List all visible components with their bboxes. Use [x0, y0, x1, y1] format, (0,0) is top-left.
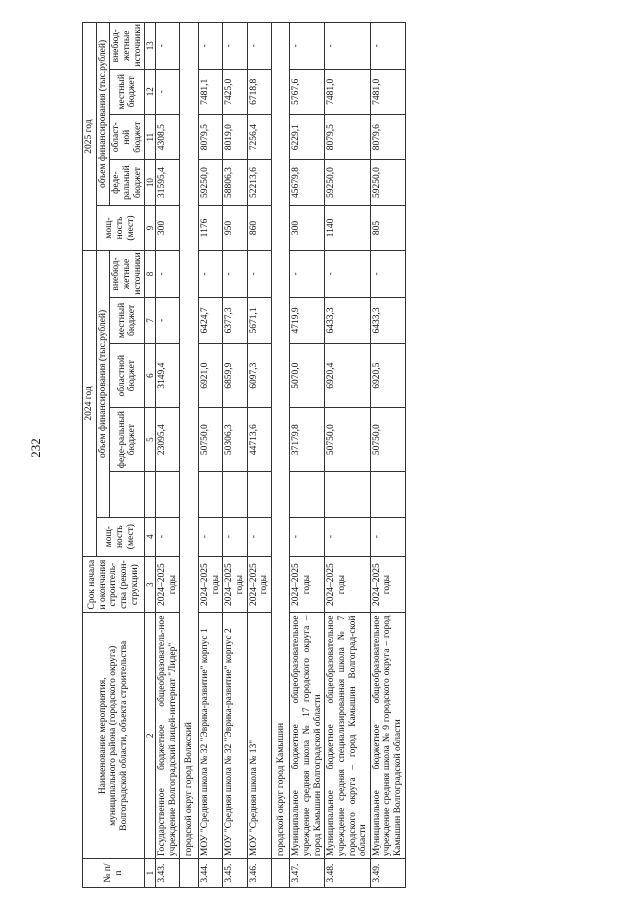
federal-2024-value: 50750,0: [199, 408, 223, 472]
construction-funding-table: [82, 22, 406, 888]
regional-2025-value: 7256,4: [247, 114, 271, 159]
capacity-2024-value: -: [290, 517, 325, 556]
extrabudget-2025-value: -: [199, 23, 223, 70]
row-number: 3.44.: [199, 859, 223, 888]
capacity-2025-value: 300: [156, 205, 180, 250]
construction-term: 2024–2025 годы: [223, 556, 247, 613]
regional-2024-value: 6920,4: [325, 344, 371, 408]
header-name-line1: Наименование мероприятия,: [97, 677, 108, 795]
federal-2025-value: 59250,0: [325, 160, 371, 205]
column-number-cell: 10: [145, 160, 156, 205]
regional-2025-value: 8079,6: [370, 114, 405, 159]
capacity-2024-value: -: [247, 517, 271, 556]
header-local-2025: местный бюджет: [110, 69, 145, 114]
column-number-cell: 6: [145, 344, 156, 408]
object-name: Муниципальное бюджетное общеобразовательное учреждение средняя специализированная школа № 7 городского округа – город Камышин Волгоград-ской области: [325, 613, 371, 859]
header-capacity-2024: мощ-ность (мест): [96, 517, 145, 556]
federal-2025-value: 31595,4: [156, 160, 180, 205]
table-row: [223, 23, 247, 888]
federal-2024-value: 50750,0: [370, 408, 405, 472]
column-number-cell: 12: [145, 69, 156, 114]
local-2025-value: -: [156, 69, 180, 114]
row-number: 3.47.: [290, 859, 325, 888]
capacity-2024-value: -: [325, 517, 371, 556]
regional-2024-value: 3149,4: [156, 344, 180, 408]
spacer-cell: [223, 472, 247, 517]
regional-2025-value: 8079,5: [199, 114, 223, 159]
local-2025-value: 6718,8: [247, 69, 271, 114]
federal-2025-value: 58806,3: [223, 160, 247, 205]
region-row: [271, 23, 290, 888]
header-regional-2024: областной бюджет: [110, 344, 145, 408]
regional-2024-value: 6920,5: [370, 344, 405, 408]
federal-2025-value: 59250,0: [370, 160, 405, 205]
extrabudget-2025-value: -: [156, 23, 180, 70]
local-2024-value: 6424,7: [199, 297, 223, 343]
extrabudget-2025-value: -: [247, 23, 271, 70]
table-row: [199, 23, 223, 888]
capacity-2025-value: 805: [370, 205, 405, 250]
extrabudget-2024-value: -: [325, 251, 371, 298]
extrabudget-2025-value: -: [223, 23, 247, 70]
extrabudget-2024-value: -: [156, 251, 180, 298]
regional-2025-value: 8019,0: [223, 114, 247, 159]
capacity-2025-value: 300: [290, 205, 325, 250]
object-name: Муниципальное бюджетное общеобразовательное учреждение средняя школа № 9 городского округа – город Камышин Волгоградской области: [370, 613, 405, 859]
header-num: № п/п: [83, 859, 145, 888]
federal-2024-value: 37179,8: [290, 408, 325, 472]
column-number-cell: [145, 472, 156, 517]
regional-2025-value: 8079,5: [325, 114, 371, 159]
header-term: Срок начала и окончания строитель-ства (рекон-струкции): [83, 556, 145, 613]
extrabudget-2024-value: -: [247, 251, 271, 298]
capacity-2024-value: -: [223, 517, 247, 556]
local-2025-value: 7481,0: [325, 69, 371, 114]
header-federal-2024: феде-ральный бюджет: [110, 408, 145, 472]
federal-2025-value: 52213,6: [247, 160, 271, 205]
local-2025-value: 7481,1: [199, 69, 223, 114]
object-name: МОУ "Средняя школа № 32 "Эврика-развитие" корпус 2: [223, 613, 247, 859]
regional-2025-value: 4308,5: [156, 114, 180, 159]
federal-2024-value: 50306,3: [223, 408, 247, 472]
region-name: городской округ город Волжский: [180, 23, 199, 859]
row-number: 3.48.: [325, 859, 371, 888]
region-name: городской округ город Камышин: [271, 23, 290, 859]
object-name: Муниципальное бюджетное общеобразовательное учреждение средняя школа № 17 городского округа – город Камышин Волгоградской области: [290, 613, 325, 859]
region-row: [180, 23, 199, 888]
regional-2025-value: 6229,1: [290, 114, 325, 159]
regional-2024-value: 5070,0: [290, 344, 325, 408]
object-name: Государственное бюджетное общеобразователь-ное учреждение Волгоградский лицей-интернат "Лидер": [156, 613, 180, 859]
header-extrabudget-2025: внебюд-жетные источники: [110, 23, 145, 70]
page-number: 232: [28, 438, 43, 458]
rotated-document-sheet: [82, 18, 612, 888]
local-2024-value: 5671,1: [247, 297, 271, 343]
spacer-cell: [156, 472, 180, 517]
construction-term: 2024–2025 годы: [247, 556, 271, 613]
header-name-line3: Волгоградской области, объекта строительства: [118, 640, 129, 831]
row-number: 3.45.: [223, 859, 247, 888]
table-row: [156, 23, 180, 888]
local-2025-value: 7481,0: [370, 69, 405, 114]
local-2024-value: 4719,9: [290, 297, 325, 343]
construction-term: 2024–2025 годы: [290, 556, 325, 613]
header-federal-2025: феде-ральный бюджет: [110, 160, 145, 205]
column-number-cell: 11: [145, 114, 156, 159]
column-number-cell: 5: [145, 408, 156, 472]
capacity-2025-value: 1176: [199, 205, 223, 250]
federal-2024-value: 50750,0: [325, 408, 371, 472]
header-extra-2024-left: [110, 472, 145, 517]
regional-2024-value: 6097,3: [247, 344, 271, 408]
capacity-2024-value: -: [156, 517, 180, 556]
capacity-2025-value: 860: [247, 205, 271, 250]
row-number: 3.49.: [370, 859, 405, 888]
object-name: МОУ "Средняя школа № 13": [247, 613, 271, 859]
spacer-cell: [199, 472, 223, 517]
spacer-cell: [247, 472, 271, 517]
spacer-cell: [370, 472, 405, 517]
row-number: 3.43.: [156, 859, 180, 888]
column-number-cell: 7: [145, 297, 156, 343]
header-local-2024: местный бюджет: [110, 297, 145, 343]
local-2024-value: 6433,3: [370, 297, 405, 343]
extrabudget-2025-value: -: [370, 23, 405, 70]
header-funding-2024: объем финансирования (тыс.рублей): [96, 251, 110, 517]
extrabudget-2025-value: -: [290, 23, 325, 70]
row-number: 3.46.: [247, 859, 271, 888]
federal-2025-value: 59250,0: [199, 160, 223, 205]
column-number-cell: 9: [145, 205, 156, 250]
capacity-2024-value: -: [199, 517, 223, 556]
construction-term: 2024–2025 годы: [156, 556, 180, 613]
region-num-cell: [180, 859, 199, 888]
extrabudget-2024-value: -: [223, 251, 247, 298]
extrabudget-2024-value: -: [370, 251, 405, 298]
header-year-2024: 2024 год: [83, 251, 97, 557]
federal-2025-value: 45679,8: [290, 160, 325, 205]
column-number-cell: 8: [145, 251, 156, 298]
local-2025-value: 7425,0: [223, 69, 247, 114]
extrabudget-2025-value: -: [325, 23, 371, 70]
local-2025-value: 5767,6: [290, 69, 325, 114]
spacer-cell: [290, 472, 325, 517]
object-name: МОУ "Средняя школа № 32 "Эврика-развитие" корпус 1: [199, 613, 223, 859]
table-body: [156, 23, 406, 888]
construction-term: 2024–2025 годы: [325, 556, 371, 613]
regional-2024-value: 6859,9: [223, 344, 247, 408]
region-num-cell: [271, 859, 290, 888]
table-row: [247, 23, 271, 888]
capacity-2024-value: -: [370, 517, 405, 556]
extrabudget-2024-value: -: [199, 251, 223, 298]
extrabudget-2024-value: -: [290, 251, 325, 298]
capacity-2025-value: 950: [223, 205, 247, 250]
column-number-cell: 1: [145, 859, 156, 888]
spacer-cell: [325, 472, 371, 517]
local-2024-value: -: [156, 297, 180, 343]
capacity-2025-value: 1140: [325, 205, 371, 250]
header-year-2025: 2025 год: [83, 23, 97, 251]
federal-2024-value: 44713,6: [247, 408, 271, 472]
header-capacity-2025: мощ-ность (мест): [96, 205, 145, 250]
construction-term: 2024–2025 годы: [199, 556, 223, 613]
table-row: [370, 23, 405, 888]
construction-term: 2024–2025 годы: [370, 556, 405, 613]
column-number-cell: 4: [145, 517, 156, 556]
federal-2024-value: 23095,4: [156, 408, 180, 472]
local-2024-value: 6377,3: [223, 297, 247, 343]
table-row: [325, 23, 371, 888]
column-number-cell: 3: [145, 556, 156, 613]
header-name: [83, 613, 145, 859]
header-regional-2025: област-ной бюджет: [110, 114, 145, 159]
table-header: [83, 23, 156, 888]
table-container: [82, 18, 612, 888]
header-funding-2025: объем финансирования (тыс.рублей): [96, 23, 110, 206]
column-number-cell: 2: [145, 613, 156, 859]
regional-2024-value: 6921,0: [199, 344, 223, 408]
header-name-line2: муниципального района (городского округа): [108, 645, 119, 826]
table-row: [290, 23, 325, 888]
header-extrabudget-2024: внебюд-жетные источники: [110, 251, 145, 298]
column-number-cell: 13: [145, 23, 156, 70]
local-2024-value: 6433,3: [325, 297, 371, 343]
column-number-row: [145, 23, 156, 888]
